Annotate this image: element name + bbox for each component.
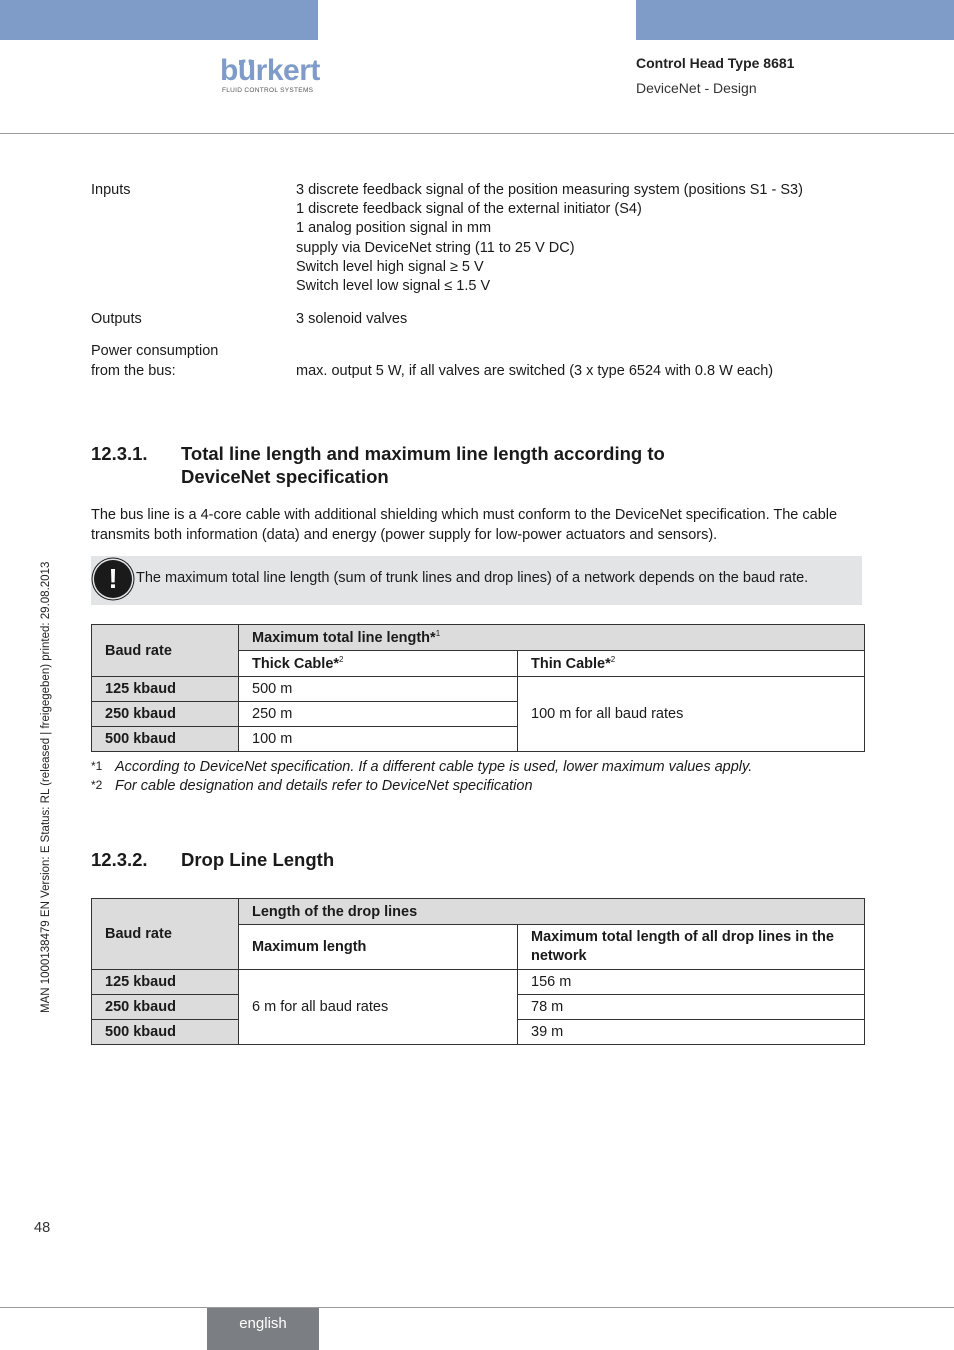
maximum-length-cell: 6 m for all baud rates: [239, 970, 518, 1045]
section-title-line1: Total line length and maximum line length according to: [181, 443, 665, 464]
drop-line-table: [91, 898, 865, 1045]
baud-cell: 500 kbaud: [92, 1020, 239, 1045]
inputs-value-line: Switch level high signal ≥ 5 V: [296, 258, 484, 275]
total-length-cell: 39 m: [518, 1020, 865, 1045]
thick-cable-cell: 500 m: [239, 677, 518, 702]
total-length-cell: 78 m: [518, 995, 865, 1020]
header-baud-rate: Baud rate: [92, 625, 239, 677]
footnote-text: For cable designation and details refer to DeviceNet specification: [115, 778, 533, 794]
power-label-line2: from the bus:: [91, 363, 176, 379]
thick-cable-cell: 100 m: [239, 727, 518, 752]
document-title: Control Head Type 8681: [636, 55, 795, 71]
header-max-total-line-length: [239, 625, 865, 651]
thin-cable-cell: 100 m for all baud rates: [518, 677, 865, 752]
header-text: Thick Cable*: [252, 655, 340, 672]
baud-cell: 500 kbaud: [92, 727, 239, 752]
company-logo-subtext: FLUID CONTROL SYSTEMS: [222, 87, 314, 94]
inputs-value-line: 3 discrete feedback signal of the position measuring system (positions S1 - S3): [296, 182, 803, 198]
thick-cable-cell: 250 m: [239, 702, 518, 727]
section-heading-12-3-1: [91, 442, 891, 490]
inputs-value-line: Switch level low signal ≤ 1.5 V: [296, 278, 491, 295]
section-heading-12-3-2: [91, 848, 891, 872]
header-divider: [0, 133, 954, 134]
outputs-value: 3 solenoid valves: [296, 311, 408, 327]
footnote-ref: 2: [610, 654, 616, 664]
document-subtitle: DeviceNet - Design: [636, 80, 757, 96]
inputs-label: Inputs: [91, 182, 131, 198]
company-logo: bürkert: [220, 54, 320, 87]
baud-cell: 250 kbaud: [92, 702, 239, 727]
inputs-value-line: supply via DeviceNet string (11 to 25 V DC): [296, 239, 575, 256]
baud-cell: 250 kbaud: [92, 995, 239, 1020]
header-band-right: [636, 0, 954, 40]
note-box: [91, 556, 862, 605]
outputs-label: Outputs: [91, 311, 142, 327]
header-band-left: [0, 0, 318, 40]
document-metadata-vertical: MAN 1000138479 EN Version: E Status: RL (released | freigegeben) printed: 29.08.2013: [40, 561, 52, 1013]
table-row: [92, 970, 865, 995]
header-length-of-drop-lines: Length of the drop lines: [239, 899, 865, 925]
inputs-values: [296, 181, 876, 296]
baud-cell: 125 kbaud: [92, 970, 239, 995]
footnote-text: According to DeviceNet specification. If a different cable type is used, lower maximum values apply.: [115, 759, 753, 775]
line-length-table: [91, 624, 865, 752]
note-text: The maximum total line length (sum of trunk lines and drop lines) of a network depends on the baud rate.: [136, 570, 809, 586]
header-maximum-total-length: Maximum total length of all drop lines in the network: [518, 925, 865, 970]
header-baud-rate: Baud rate: [92, 899, 239, 970]
total-length-cell: 156 m: [518, 970, 865, 995]
inputs-value-line: 1 analog position signal in mm: [296, 220, 492, 237]
header-thick-cable: [239, 651, 518, 677]
header-thin-cable: [518, 651, 865, 677]
page-number: 48: [34, 1220, 51, 1236]
section-title: Drop Line Length: [181, 849, 335, 870]
footer-divider: [0, 1307, 954, 1308]
inputs-value-line: 1 discrete feedback signal of the external initiator (S4): [296, 201, 642, 218]
footnote-mark: *1: [91, 759, 103, 773]
section-number: 12.3.2.: [91, 849, 148, 870]
section-title: [181, 442, 881, 488]
power-value: max. output 5 W, if all valves are switched (3 x type 6524 with 0.8 W each): [296, 363, 774, 379]
exclamation-icon: !: [94, 560, 132, 598]
header-text: Thin Cable*: [531, 655, 611, 672]
footnote-mark: *2: [91, 778, 103, 792]
language-tab: english: [207, 1308, 319, 1350]
bus-line-paragraph: The bus line is a 4-core cable with additional shielding which must conform to the DeviceNet specification. The cable transmits both information (data) and energy (power supply for low-power actuators and sensors).: [91, 507, 838, 543]
header-text: Maximum total line length*: [252, 629, 436, 646]
table-row: [92, 677, 865, 702]
power-label-line1: Power consumption: [91, 343, 219, 359]
section-title-line2: DeviceNet specification: [181, 466, 389, 487]
baud-cell: 125 kbaud: [92, 677, 239, 702]
footnote-ref: 2: [339, 654, 344, 664]
section-number: 12.3.1.: [91, 443, 148, 464]
footnote-ref: 1: [435, 628, 441, 638]
header-maximum-length: Maximum length: [239, 925, 518, 970]
